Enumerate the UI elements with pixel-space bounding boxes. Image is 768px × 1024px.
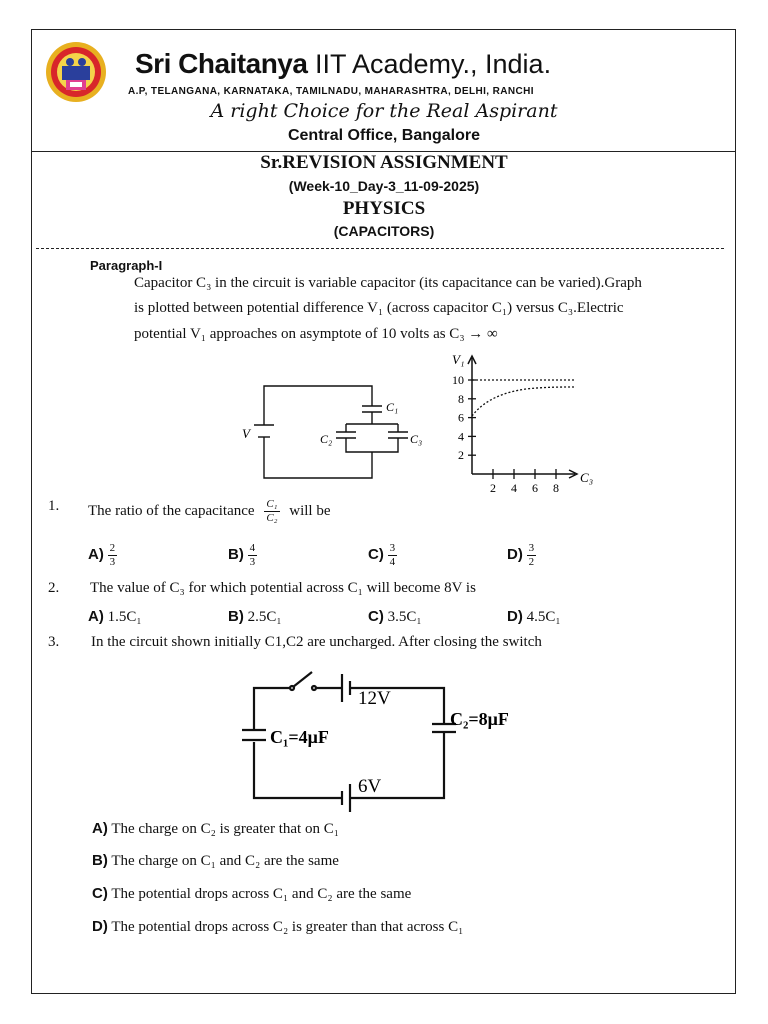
c3-label: C₃ <box>410 432 423 446</box>
central-office: Central Office, Bangalore <box>287 127 481 144</box>
tagline: A right Choice for the Real Aspirant <box>210 100 558 122</box>
question-number: 2. <box>48 580 60 596</box>
q3-option-c[interactable]: C) The potential drops across C₁ and C₂ are the same <box>92 885 412 902</box>
y-tick-label: 4 <box>458 429 464 444</box>
graph-x-label: C₃ <box>580 470 594 485</box>
x-tick-label: 8 <box>553 481 559 495</box>
dashed-divider <box>36 248 724 249</box>
states-list: A.P, TELANGANA, KARNATAKA, TAMILNADU, MAHARASHTRA, DELHI, RANCHI <box>128 86 534 97</box>
paragraph-line: potential V₁ approaches on asymptote of 10 volts as C₃ → ∞ <box>134 326 498 342</box>
y-tick-label: 6 <box>458 410 464 425</box>
circuit-diagram-1 <box>236 380 432 482</box>
q2-option-a[interactable]: A) 1.5C₁ <box>88 608 142 625</box>
q2-option-b[interactable]: B) 2.5C₁ <box>228 608 282 625</box>
graph-y-label: V₁ <box>452 352 465 367</box>
circuit-diagram-2 <box>240 668 530 814</box>
switch-icon <box>293 672 312 687</box>
battery-12v-label: 12V <box>358 688 391 709</box>
y-tick-label: 10 <box>452 373 464 387</box>
x-tick-label: 4 <box>511 481 517 495</box>
brand-title: Sri Chaitanya IIT Academy., India. <box>135 48 552 79</box>
paragraph-line: Capacitor C₃ in the circuit is variable capacitor (its capacitance can be varied).Graph <box>134 275 642 291</box>
assignment-title: Sr.REVISION ASSIGNMENT <box>260 152 508 173</box>
c2-label: C₂ <box>320 432 333 446</box>
question-3-text: In the circuit shown initially C1,C2 are uncharged. After closing the switch <box>91 634 542 650</box>
voltage-label: V <box>242 426 250 441</box>
question-number: 3. <box>48 634 60 650</box>
q3-option-b[interactable]: B) The charge on C₁ and C₂ are the same <box>92 852 339 869</box>
q2-option-c[interactable]: C) 3.5C₁ <box>368 608 422 625</box>
x-tick-label: 6 <box>532 481 538 495</box>
subject-title: PHYSICS <box>342 198 426 219</box>
question-2-text: The value of C₃ for which potential across C₁ will become 8V is <box>90 580 476 596</box>
academy-logo-icon <box>44 40 108 104</box>
battery-6v-label: 6V <box>358 776 382 797</box>
q3-option-a[interactable]: A) The charge on C₂ is greater that on C₁ <box>92 820 339 837</box>
q2-option-d[interactable]: D) 4.5C₁ <box>507 608 561 625</box>
q1-option-b[interactable]: B) $\frac{4}{3}$ <box>228 542 256 568</box>
paragraph-line: is plotted between potential difference V₁ (across capacitor C₁) versus C₃.Electric <box>134 300 624 316</box>
v1-vs-c3-graph <box>440 350 600 500</box>
capacitance-ratio: $\frac{\text{C₁}}{\text{C₂}}$ <box>266 498 278 524</box>
week-label: (Week-10_Day-3_11-09-2025) <box>288 178 480 194</box>
y-tick-label: 8 <box>458 391 464 406</box>
q3-option-d[interactable]: D) The potential drops across C₂ is greater than that across C₁ <box>92 918 464 935</box>
paragraph-heading: Paragraph-I <box>90 258 163 273</box>
question-number: 1. <box>48 498 60 514</box>
x-tick-label: 2 <box>490 481 496 495</box>
y-tick-label: 2 <box>458 448 464 463</box>
topic-title: (CAPACITORS) <box>333 223 435 239</box>
c1-value-label: C₁=4μF <box>270 727 329 747</box>
q1-option-d[interactable]: D) $\frac{3}{2}$ <box>507 542 535 568</box>
q1-option-a[interactable]: A) $\frac{2}{3}$ <box>88 542 116 568</box>
question-1-text: The ratio of the capacitance $\frac{\text{C₁}}{\text{C₂}}$ will be <box>88 498 331 524</box>
v1-curve <box>472 387 576 416</box>
c2-value-label: C₂=8μF <box>450 709 509 729</box>
c1-label: C₁ <box>386 400 399 414</box>
q1-option-c[interactable]: C) $\frac{3}{4}$ <box>368 542 396 568</box>
